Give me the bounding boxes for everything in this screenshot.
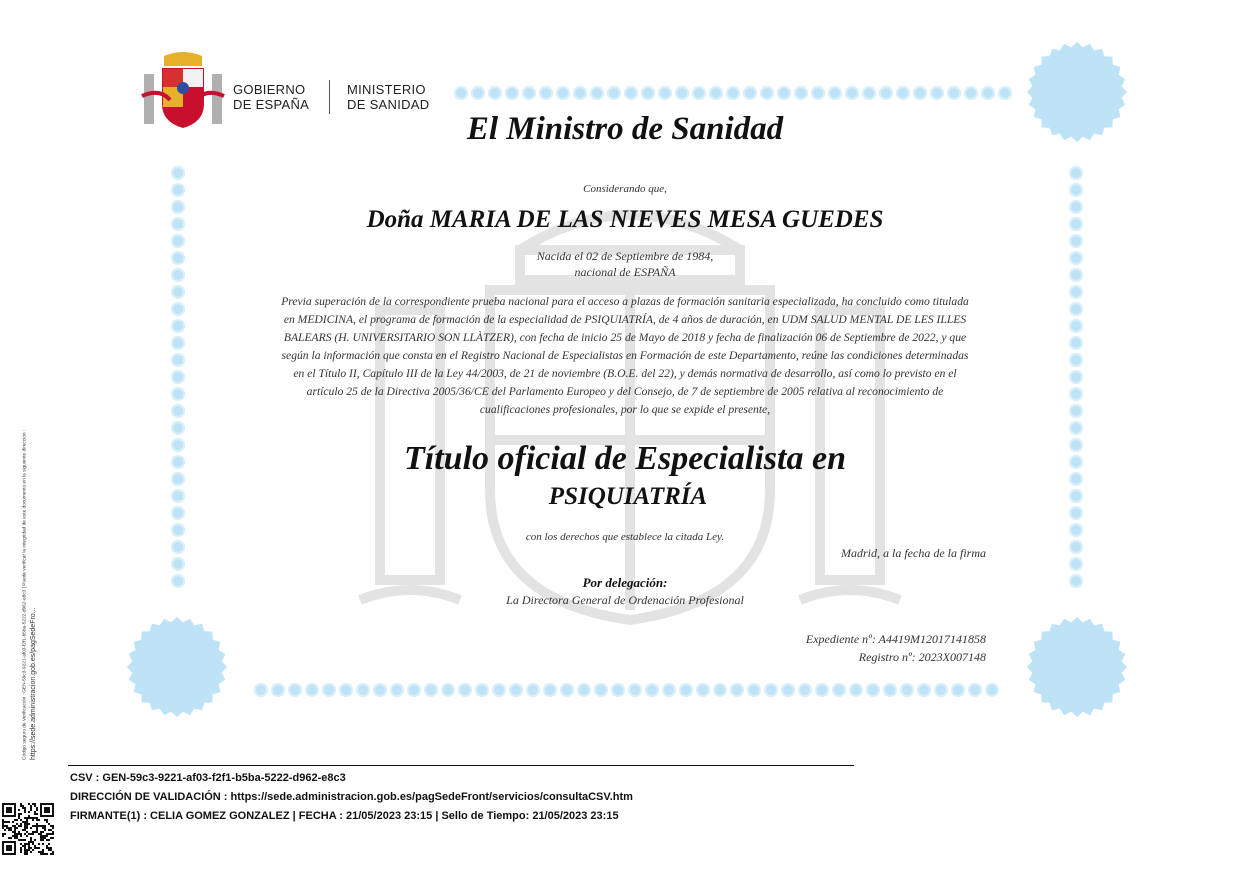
border-dot — [968, 683, 982, 697]
border-dot — [743, 86, 757, 100]
border-dot — [454, 86, 468, 100]
border-dot — [171, 166, 185, 180]
border-dot — [254, 683, 268, 697]
border-dot — [475, 683, 489, 697]
border-dot — [1069, 574, 1083, 588]
border-dot — [709, 86, 723, 100]
border-right — [1069, 166, 1083, 588]
border-dot — [832, 683, 846, 697]
border-dot — [1069, 489, 1083, 503]
place-date: Madrid, a la fecha de la firma — [841, 546, 986, 560]
border-dot — [171, 438, 185, 452]
seal-bottom-left — [125, 615, 229, 719]
gov-line1: GOBIERNO — [233, 82, 306, 97]
border-dot — [560, 683, 574, 697]
border-dot — [288, 683, 302, 697]
border-dot — [998, 86, 1012, 100]
border-dot — [934, 683, 948, 697]
border-dot — [577, 683, 591, 697]
border-dot — [913, 86, 927, 100]
border-dot — [171, 268, 185, 282]
border-dot — [556, 86, 570, 100]
border-dot — [543, 683, 557, 697]
border-dot — [747, 683, 761, 697]
border-dot — [645, 683, 659, 697]
border-dot — [573, 86, 587, 100]
border-top — [454, 86, 1012, 100]
border-dot — [692, 86, 706, 100]
border-dot — [539, 86, 553, 100]
border-dot — [424, 683, 438, 697]
border-dot — [171, 353, 185, 367]
border-dot — [658, 86, 672, 100]
border-dot — [794, 86, 808, 100]
border-dot — [930, 86, 944, 100]
delegation-label: Por delegación: — [582, 575, 668, 590]
border-dot — [883, 683, 897, 697]
registro-number: Registro nº: 2023X007148 — [858, 650, 986, 664]
side-verification-line1: Código seguro de Verificación : GEN-59c3-9221-af03-f2f1-b5ba-5222-d962-e8c3 | Puede verificar la integridad de este documento en la siguiente dirección : — [22, 429, 27, 760]
border-dot — [1069, 217, 1083, 231]
certificate-heading: El Ministro de Sanidad — [466, 111, 784, 147]
qr-code — [2, 803, 54, 855]
main-paragraph: Previa superación de la correspondiente prueba nacional para el acceso a plazas de formación sanitaria especializada, ha concluido como titulada en MEDICINA, el programa de formación de la especialidad de PSIQUIATRÍA, de 4 años de duración, en UDM SALUD MENTAL DE LES ILLES BALEARS (H. UNIVERSITARIO SON LLÀTZER), con fecha de inicio 25 de Mayo de 2018 y fecha de finalización 06 de Septiembre de 2022, y que según la información que consta en el Registro Nacional de Especialistas en Formación de este Departamento, reúne las condiciones determinadas en el Título II, Capítulo III de la Ley 44/2003, de 21 de noviembre (B.O.E. del 22), y demás normativa de desarrollo, así como lo previsto en el artículo 25 de la Directiva 2005/36/CE del Parlamento Europeo y del Consejo, de 7 de septiembre de 2005 relativa al reconocimiento de cualificaciones profesionales, por lo que se expide el presente, — [281, 295, 969, 416]
border-dot — [1069, 421, 1083, 435]
border-dot — [1069, 285, 1083, 299]
border-dot — [1069, 268, 1083, 282]
border-dot — [1069, 506, 1083, 520]
border-dot — [171, 523, 185, 537]
border-dot — [441, 683, 455, 697]
border-dot — [781, 683, 795, 697]
border-dot — [488, 86, 502, 100]
border-dot — [1069, 540, 1083, 554]
side-verification-line2: https://sede.administracion.gob.es/pagSedeFro... — [30, 607, 37, 760]
border-dot — [322, 683, 336, 697]
border-dot — [339, 683, 353, 697]
border-dot — [777, 86, 791, 100]
border-dot — [828, 86, 842, 100]
border-dot — [171, 251, 185, 265]
ministerio-label — [347, 82, 429, 112]
border-dot — [896, 86, 910, 100]
border-dot — [713, 683, 727, 697]
border-dot — [522, 86, 536, 100]
border-dot — [628, 683, 642, 697]
side-verification-text — [20, 243, 35, 760]
border-dot — [356, 683, 370, 697]
border-dot — [305, 683, 319, 697]
border-dot — [471, 86, 485, 100]
border-dot — [662, 683, 676, 697]
border-dot — [866, 683, 880, 697]
considering-text: Considerando que, — [583, 183, 667, 195]
border-dot — [1069, 302, 1083, 316]
border-dot — [879, 86, 893, 100]
border-dot — [526, 683, 540, 697]
border-dot — [862, 86, 876, 100]
border-dot — [726, 86, 740, 100]
seal-top-right — [1025, 40, 1129, 144]
border-dot — [947, 86, 961, 100]
gobierno-label — [233, 82, 309, 112]
border-dot — [611, 683, 625, 697]
border-dot — [1069, 200, 1083, 214]
border-dot — [171, 557, 185, 571]
csv-code: CSV : GEN-59c3-9221-af03-f2f1-b5ba-5222-d962-e8c3 — [70, 772, 346, 784]
border-dot — [458, 683, 472, 697]
border-dot — [1069, 353, 1083, 367]
border-dot — [171, 574, 185, 588]
border-dot — [679, 683, 693, 697]
header-divider — [329, 80, 330, 114]
border-dot — [764, 683, 778, 697]
expediente-number: Expediente nº: A4419M12017141858 — [805, 632, 986, 646]
border-dot — [607, 86, 621, 100]
border-dot — [171, 200, 185, 214]
border-dot — [1069, 523, 1083, 537]
border-dot — [171, 302, 185, 316]
border-dot — [171, 319, 185, 333]
recipient-name: Doña MARIA DE LAS NIEVES MESA GUEDES — [366, 206, 884, 233]
border-dot — [390, 683, 404, 697]
border-dot — [1069, 557, 1083, 571]
border-dot — [675, 86, 689, 100]
border-dot — [407, 683, 421, 697]
border-dot — [594, 683, 608, 697]
border-dot — [171, 472, 185, 486]
border-dot — [171, 489, 185, 503]
border-dot — [900, 683, 914, 697]
border-dot — [1069, 455, 1083, 469]
border-dot — [1069, 404, 1083, 418]
border-dot — [1069, 438, 1083, 452]
seal-bottom-right — [1025, 615, 1129, 719]
border-dot — [171, 387, 185, 401]
border-dot — [730, 683, 744, 697]
border-dot — [171, 421, 185, 435]
border-dot — [171, 217, 185, 231]
border-dot — [845, 86, 859, 100]
border-dot — [509, 683, 523, 697]
border-dot — [798, 683, 812, 697]
border-dot — [171, 183, 185, 197]
border-dot — [815, 683, 829, 697]
rights-line: con los derechos que establece la citada Ley. — [525, 531, 725, 543]
border-dot — [171, 540, 185, 554]
border-dot — [171, 506, 185, 520]
border-dot — [171, 285, 185, 299]
border-dot — [917, 683, 931, 697]
border-left — [171, 166, 185, 588]
certificate-title: Título oficial de Especialista en — [404, 440, 846, 477]
border-dot — [849, 683, 863, 697]
border-dot — [1069, 472, 1083, 486]
border-dot — [492, 683, 506, 697]
border-dot — [373, 683, 387, 697]
delegation-authority: La Directora General de Ordenación Profesional — [506, 593, 744, 607]
border-dot — [985, 683, 999, 697]
border-dot — [1069, 234, 1083, 248]
border-dot — [1069, 166, 1083, 180]
specialty-name: PSIQUIATRÍA — [548, 483, 708, 510]
border-dot — [1069, 387, 1083, 401]
border-dot — [171, 234, 185, 248]
birth-line: Nacida el 02 de Septiembre de 1984, — [536, 249, 714, 263]
border-dot — [590, 86, 604, 100]
border-dot — [981, 86, 995, 100]
border-dot — [1069, 336, 1083, 350]
border-dot — [1069, 319, 1083, 333]
border-dot — [505, 86, 519, 100]
min-line1: MINISTERIO — [347, 82, 426, 97]
border-dot — [271, 683, 285, 697]
spanish-coat-of-arms-logo — [140, 52, 226, 134]
border-dot — [171, 336, 185, 350]
border-dot — [760, 86, 774, 100]
border-dot — [171, 404, 185, 418]
validation-url[interactable]: DIRECCIÓN DE VALIDACIÓN : https://sede.administracion.gob.es/pagSedeFront/servicios/consultaCSV.htm — [70, 791, 633, 803]
border-dot — [696, 683, 710, 697]
min-line2: DE SANIDAD — [347, 97, 430, 112]
border-dot — [964, 86, 978, 100]
border-dot — [1069, 251, 1083, 265]
border-dot — [951, 683, 965, 697]
signer-info: FIRMANTE(1) : CELIA GOMEZ GONZALEZ | FECHA : 21/05/2023 23:15 | Sello de Tiempo: 21/05/2023 23:15 — [70, 810, 619, 822]
border-dot — [811, 86, 825, 100]
border-bottom — [254, 683, 999, 697]
border-dot — [1069, 370, 1083, 384]
border-dot — [624, 86, 638, 100]
border-dot — [1069, 183, 1083, 197]
border-dot — [171, 370, 185, 384]
border-dot — [171, 455, 185, 469]
border-dot — [641, 86, 655, 100]
footer-rule — [68, 765, 854, 766]
gov-line2: DE ESPAÑA — [233, 97, 310, 112]
nationality-line: nacional de ESPAÑA — [574, 265, 676, 279]
